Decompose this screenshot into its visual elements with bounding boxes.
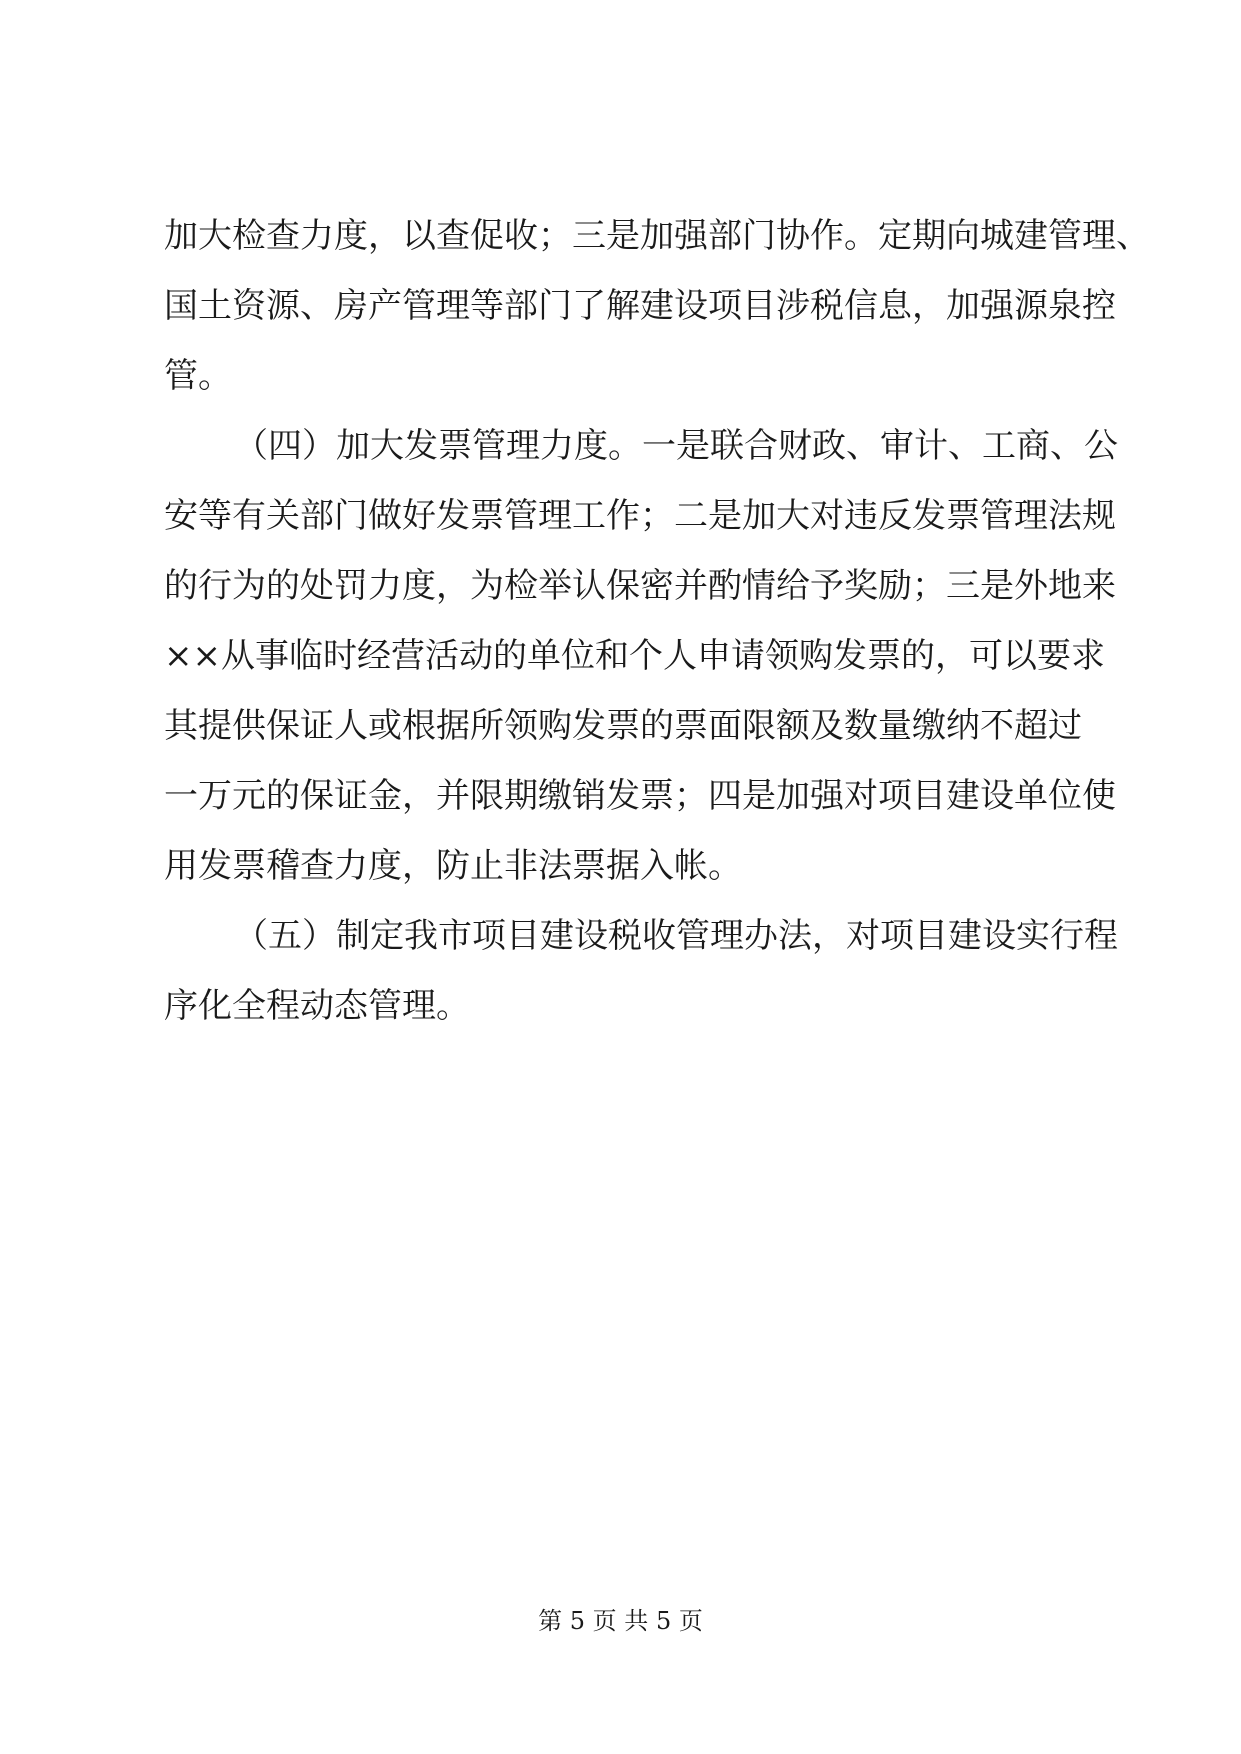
paragraph-1-line-2: 国土资源、房产管理等部门了解建设项目涉税信息，加强源泉控 <box>164 286 1116 326</box>
paragraph-1-line-1: 加大检查力度，以查促收；三是加强部门协作。定期向城建管理、 <box>164 216 1150 256</box>
paragraph-2-line-3: 的行为的处罚力度，为检举认保密并酌情给予奖励；三是外地来 <box>164 566 1116 606</box>
paragraph-2-line-1: （四）加大发票管理力度。一是联合财政、审计、工商、公 <box>234 426 1118 466</box>
paragraph-2-line-5: 其提供保证人或根据所领购发票的票面限额及数量缴纳不超过 <box>164 706 1082 746</box>
paragraph-2-line-7: 用发票稽查力度，防止非法票据入帐。 <box>164 846 742 886</box>
paragraph-2-line-2: 安等有关部门做好发票管理工作；二是加大对违反发票管理法规 <box>164 496 1116 536</box>
paragraph-3-line-2: 序化全程动态管理。 <box>164 986 470 1026</box>
paragraph-3-line-1: （五）制定我市项目建设税收管理办法，对项目建设实行程 <box>234 916 1118 956</box>
paragraph-2-line-4: ××从事临时经营活动的单位和个人申请领购发票的，可以要求 <box>164 636 1105 676</box>
page-number-footer: 第 5 页 共 5 页 <box>538 1607 703 1635</box>
paragraph-1-line-3: 管。 <box>164 356 232 396</box>
paragraph-2-line-6: 一万元的保证金，并限期缴销发票；四是加强对项目建设单位使 <box>164 776 1116 816</box>
